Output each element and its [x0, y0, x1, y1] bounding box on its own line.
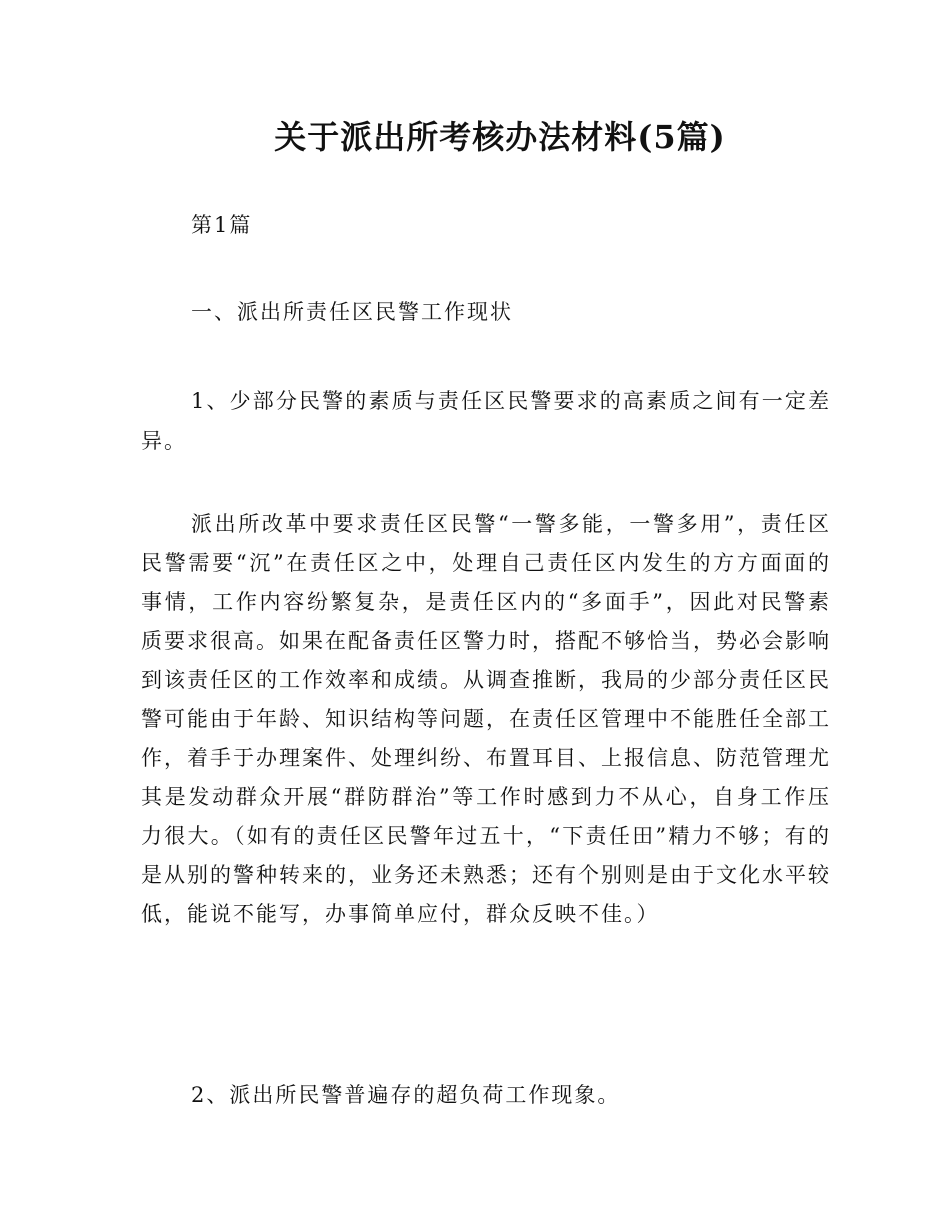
document-title: 关于派出所考核办法材料(5篇) [274, 118, 726, 156]
body-paragraph: 派出所改革中要求责任区民警“一警多能，一警多用”，责任区民警需要“沉”在责任区之中，处理自己责任区内发生的方方面面的事情，工作内容纷繁复杂，是责任区内的“多面手”，因此对民警素质要求很高。如果在配备责任区警力时，搭配不够恰当，势必会影响到该责任区的工作效率和成绩。从调查推断，我局的少部分责任区民警可能由于年龄、知识结构等问题，在责任区管理中不能胜任全部工作，着手于办理案件、处理纠纷、布置耳目、上报信息、防范管理尤其是发动群众开展“群防群治”等工作时感到力不从心，自身工作压力很大。（如有的责任区民警年过五十，“下责任田”精力不够；有的是从别的警种转来的，业务还未熟悉；还有个别则是由于文化水平较低，能说不能写，办事简单应付，群众反映不佳。） [141, 512, 831, 926]
point-1-paragraph: 1、少部分民警的素质与责任区民警要求的高素质之间有一定差异。 [141, 389, 831, 453]
section-heading: 一、派出所责任区民警工作现状 [191, 300, 513, 324]
section-label: 第1篇 [191, 213, 253, 237]
point-2-paragraph: 2、派出所民警普遍存的超负荷工作现象。 [191, 1083, 621, 1107]
